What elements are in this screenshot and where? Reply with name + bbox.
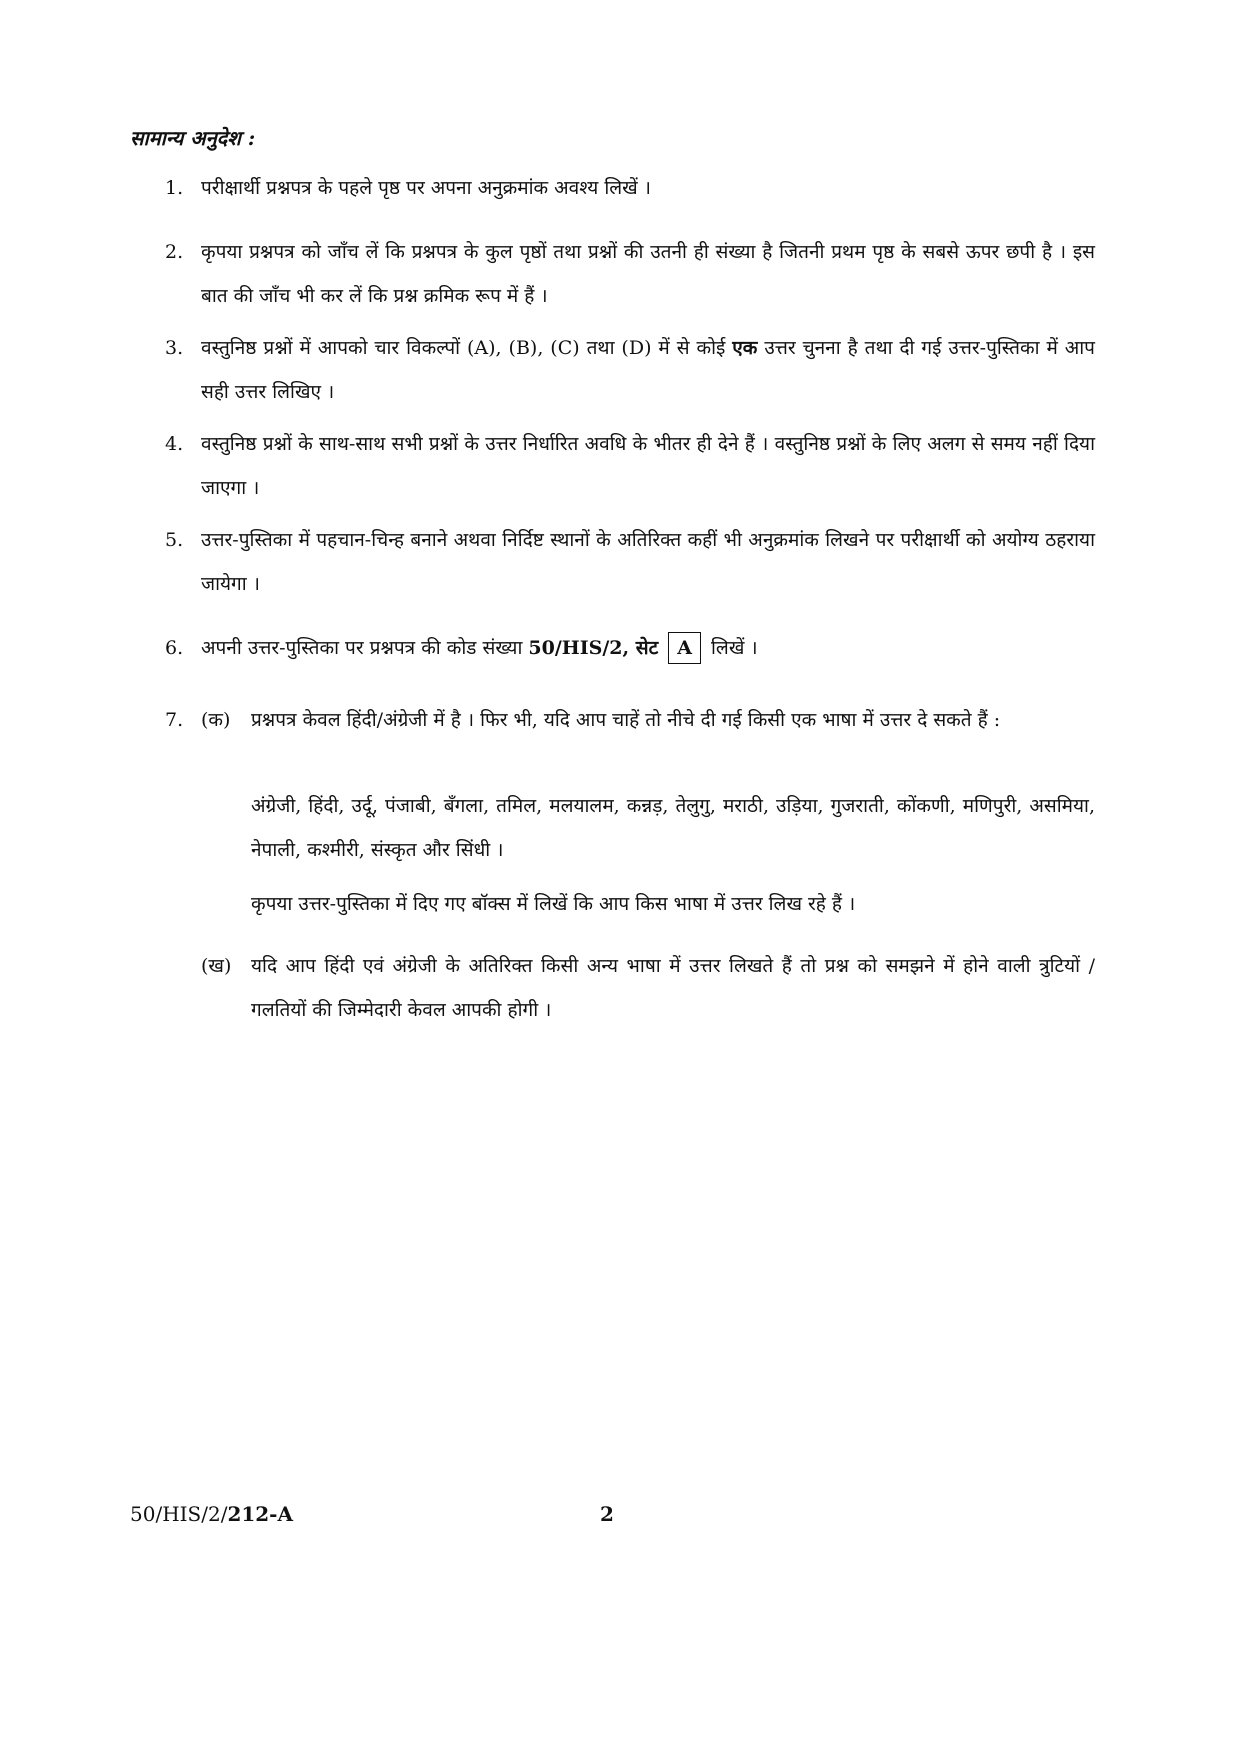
instruction-item-6 [165, 626, 1095, 670]
language-box-note: कृपया उत्तर-पुस्तिका में दिए गए बॉक्स में लिखें कि आप किस भाषा में उत्तर लिख रहे हैं । [251, 893, 856, 915]
page-number: 2 [600, 1502, 614, 1526]
item-text-after: उत्तर चुनना है तथा दी गई उत्तर-पुस्तिका में आप सही उत्तर लिखिए । [201, 337, 1095, 403]
item-number: 7. [165, 709, 184, 731]
general-instructions-heading: सामान्य अनुदेश : [130, 126, 256, 150]
item-number: 6. [165, 637, 184, 659]
item-number: 3. [165, 337, 184, 359]
paper-code [130, 1502, 293, 1526]
paper-code-prefix: 50/HIS/2/ [130, 1502, 228, 1526]
item-text: वस्तुनिष्ठ प्रश्नों के साथ-साथ सभी प्रश्नों के उत्तर निर्धारित अवधि के भीतर ही देने हैं । वस्तुनिष्ठ प्रश्नों के लिए अलग से समय नहीं दिया जाएगा । [201, 433, 1095, 499]
instruction-7b [201, 944, 1095, 1032]
item-text [201, 626, 1095, 670]
instruction-item-5 [165, 518, 1095, 606]
item-number: 4. [165, 433, 184, 455]
instruction-item-2 [165, 230, 1095, 318]
sub-label: (क) [201, 709, 231, 731]
item-number: 2. [165, 241, 184, 263]
item-text-after: लिखें । [711, 637, 758, 659]
sub-label: (ख) [201, 955, 232, 977]
code-number: 50/HIS/2, सेट [528, 637, 659, 659]
sub-text: प्रश्नपत्र केवल हिंदी/अंग्रेजी में है । फिर भी, यदि आप चाहें तो नीचे दी गई किसी एक भाषा में उत्तर दे सकते हैं : [251, 709, 1001, 731]
instruction-7a [201, 698, 1095, 742]
item-text: उत्तर-पुस्तिका में पहचान-चिन्ह बनाने अथवा निर्दिष्ट स्थानों के अतिरिक्त कहीं भी अनुक्रमांक लिखने पर परीक्षार्थी को अयोग्य ठहराया जायेगा । [201, 529, 1095, 595]
item-number: 5. [165, 529, 184, 551]
sub-text: यदि आप हिंदी एवं अंग्रेजी के अतिरिक्त किसी अन्य भाषा में उत्तर लिखते हैं तो प्रश्न को समझने में होने वाली त्रुटियों / गलतियों की जिम्मेदारी केवल आपकी होगी । [251, 955, 1095, 1021]
paper-code-suffix: 212-A [227, 1502, 294, 1526]
set-box: A [668, 632, 701, 664]
item-text-bold: एक [732, 337, 758, 359]
instruction-item-4 [165, 422, 1095, 510]
item-text [201, 326, 1095, 414]
item-text-before: वस्तुनिष्ठ प्रश्नों में आपको चार विकल्पों (A), (B), (C) तथा (D) में से कोई [201, 337, 726, 359]
instruction-item-3 [165, 326, 1095, 414]
item-text: परीक्षार्थी प्रश्नपत्र के पहले पृष्ठ पर अपना अनुक्रमांक अवश्य लिखें । [201, 177, 651, 199]
item-text-before: अपनी उत्तर-पुस्तिका पर प्रश्नपत्र की कोड संख्या [201, 637, 523, 659]
item-text: कृपया प्रश्नपत्र को जाँच लें कि प्रश्नपत्र के कुल पृष्ठों तथा प्रश्नों की उतनी ही संख्या है जितनी प्रथम पृष्ठ के सबसे ऊपर छपी है । इस बात की जाँच भी कर लें कि प्रश्न क्रमिक रूप में हैं । [201, 241, 1095, 307]
instruction-item-1 [165, 166, 1095, 210]
item-number: 1. [165, 177, 184, 199]
language-list: अंग्रेजी, हिंदी, उर्दू, पंजाबी, बँगला, तमिल, मलयालम, कन्नड़, तेलुगु, मराठी, उड़िया, गुजराती, कोंकणी, मणिपुरी, असमिया, नेपाली, कश्मीरी, संस्कृत और सिंधी । [251, 795, 1095, 861]
